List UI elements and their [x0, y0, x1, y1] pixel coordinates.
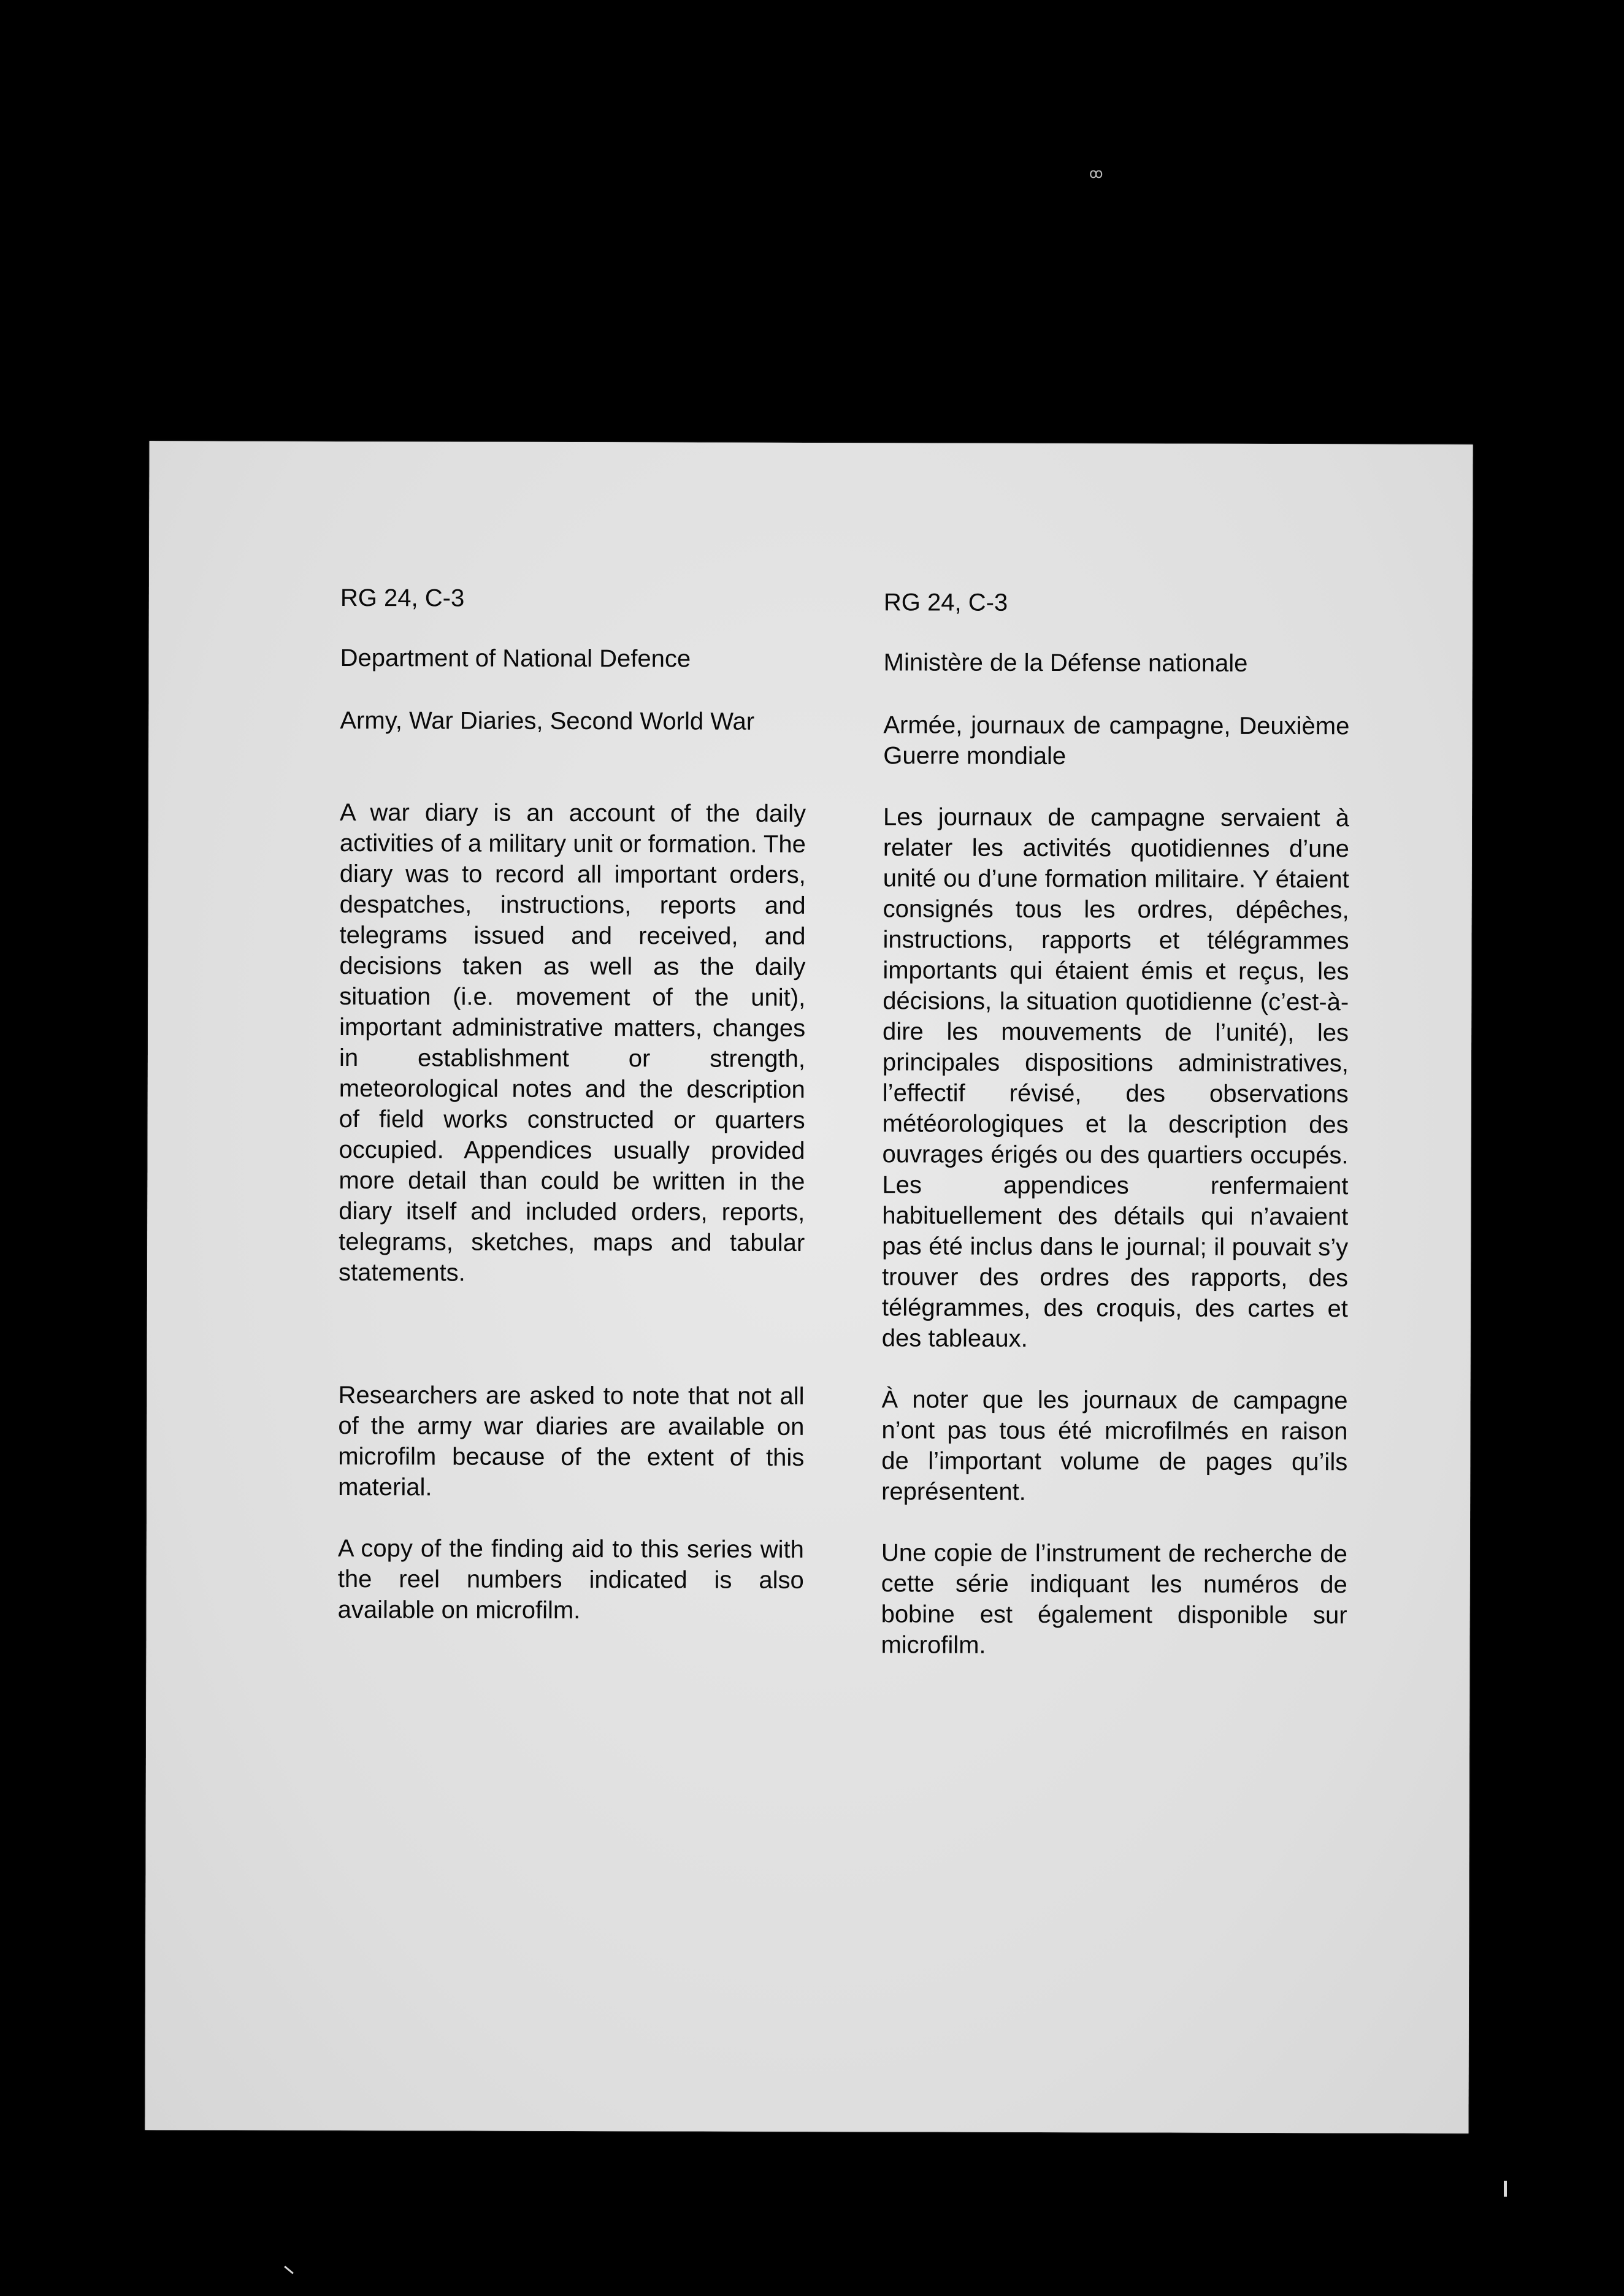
record-group-reference: RG 24, C-3: [340, 584, 465, 612]
scan-speck: ꝏ: [1089, 166, 1103, 181]
series-description-fr: Les journaux de campagne servaient à relater les activités quotidiennes d’une unité ou d’une formation militaire. Y étaient consignés tous les ordres, dépêches, instructions, rapports et télégrammes importants qui étaient émis et reçus, les décisions, la situation quotidienne (c’est-à-dire les mouvements de l’unité), les principales dispositions administratives, l’effectif révisé, des observations météorologiques et la description des ouvrages érigés ou des quartiers occupés. Les appendices renfermaient habituellement des détails qui n’avaient pas été inclus dans le journal; il pouvait s’y trouver des ordres des rapports, des télégrammes, des croquis, des cartes et des tableaux.: [881, 803, 1350, 1352]
record-group-reference-fr: RG 24, C-3: [883, 589, 1008, 616]
series-title: Army, War Diaries, Second World War: [340, 706, 755, 735]
series-description: A war diary is an account of the daily activities of a military unit or formation. The diary was to record all important orders, despatches, instructions, reports and telegrams issued and received, and decisions taken as well as the daily situation (i.e. movement of the unit), important administrative matters, changes in establishment or strength, meteorological notes and the description of field works constructed or quarters occupied. Appendices usually provided more detail than could be written in the diary itself and included orders, reports, telegrams, sketches, maps and tabular statements.: [339, 798, 806, 1287]
series-title-fr: Armée, journaux de campagne, Deuxième Guerre mondiale: [883, 711, 1350, 770]
scan-corner-mark: [284, 2266, 294, 2275]
french-column: [881, 587, 1350, 1661]
finding-aid-note-fr: Une copie de l’instrument de recherche de cette série indiquant les numéros de bobine est également disponible sur microfilm.: [881, 1539, 1347, 1659]
english-column: [338, 583, 806, 1626]
finding-aid-note: A copy of the finding aid to this series with the reel numbers indicated is also available on microfilm.: [337, 1534, 804, 1624]
scan-edge-mark: [1504, 2181, 1507, 2197]
microfilm-availability-note-fr: À noter que les journaux de campagne n’ont pas tous été microfilmés en raison de l’important volume de pages qu’ils représentent.: [881, 1386, 1348, 1506]
department-name: Department of National Defence: [340, 644, 691, 673]
document-page: [145, 441, 1473, 2133]
department-name-fr: Ministère de la Défense nationale: [883, 649, 1248, 677]
microfilm-availability-note: Researchers are asked to note that not all of the army war diaries are available on microfilm because of the extent of this material.: [338, 1381, 805, 1501]
